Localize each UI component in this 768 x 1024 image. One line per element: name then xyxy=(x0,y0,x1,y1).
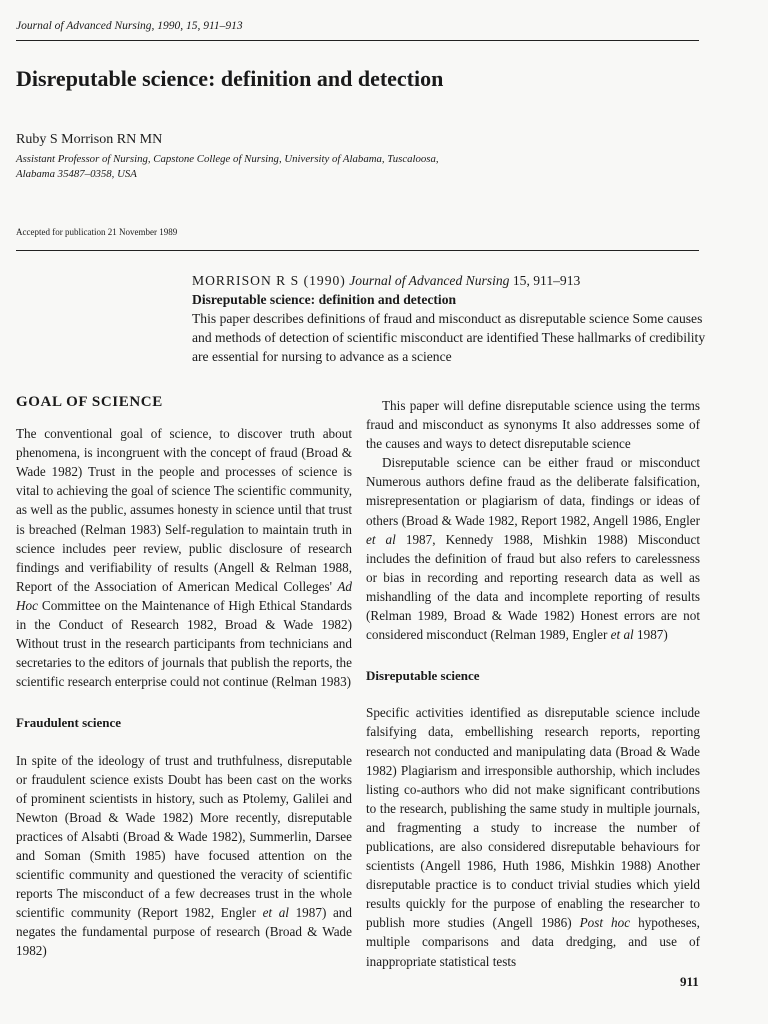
author-name: Ruby S Morrison RN MN xyxy=(16,132,163,147)
paragraph-fraudulent-science: In spite of the ideology of trust and truthfulness, disreputable or fraudulent science exists Doubt has been cast on the works of prominent scientists in history, such as Ptolemy, Galilei and Newton (Broad & Wade 1982) More recently, disreputable practices of Alsabti (Broad & Wade 1982), Summerlin, Darsee and Soman (Smith 1985) have focused attention on the scientific community and questioned the veracity of scientific reports The misconduct of a few decreases trust in the whole scientific community (Report 1982, Engler et al 1987) and negates the fundamental purpose of research (Broad & Wade 1982) xyxy=(16,752,352,959)
page-number: 911 xyxy=(680,974,699,989)
author-affiliation: Assistant Professor of Nursing, Capstone College of Nursing, University of Alabama, Tuscaloosa, Alabama 35487–0358, USA xyxy=(16,153,439,180)
abstract-block xyxy=(192,271,712,366)
paragraph-definitions: Disreputable science can be either fraud or misconduct Numerous authors define fraud as the deliberate falsification, misrepresentation or plagiarism of data, findings or ideas of others (Broad & Wade 1982, Report 1982, Angell 1986, Engler et al 1987, Kennedy 1988, Mishkin 1988) Misconduct includes the definition of fraud but also refers to carelessness or bias in recording and reporting research data as well as mishandling of the data and incomplete reporting of results (Relman 1989, Broad & Wade 1982) Honest errors are not considered misconduct (Relman 1989, Engler et al 1987) xyxy=(366,455,701,643)
citation-author: MORRISON R S (1990) xyxy=(192,273,346,288)
subheading-fraudulent-science: Fraudulent science xyxy=(16,715,122,731)
paragraph-purpose: This paper will define disreputable science using the terms fraud and misconduct as synonyms It also addresses some of the causes and ways to detect disreputable science xyxy=(366,398,700,452)
running-head: Journal of Advanced Nursing, 1990, 15, 911–913 xyxy=(16,20,243,32)
paragraph-disreputable-activities: Specific activities identified as disreputable science include falsifying data, embellishing research reports, reporting research not conducted and manipulating data (Broad & Wade 1982) Plagiarism and irresponsible authorship, which includes listing co-authors who did not make significant contributions to the research, publishing the same study in multiple journals, and fragmenting a study to increase the number of publications, are also considered disreputable behaviours for scientists (Angell 1986, Huth 1986, Mishkin 1988) Another disreputable practice is to conduct trivial studies which yield results quickly for the purpose of enabling the researcher to publish more studies (Angell 1986) Post hoc hypotheses, multiple comparisons and data dredging, and use of inappropriate statistical tests xyxy=(366,705,700,969)
right-column xyxy=(366,396,700,971)
section-heading-goal-of-science: GOAL OF SCIENCE xyxy=(16,394,163,410)
header-rule xyxy=(16,250,699,251)
citation-volume: 15, 911–913 xyxy=(512,273,581,288)
accepted-date: Accepted for publication 21 November 1989 xyxy=(16,227,178,237)
abstract-title: Disreputable science: definition and detection xyxy=(192,292,457,307)
citation-journal: Journal of Advanced Nursing xyxy=(349,273,510,288)
abstract-body: This paper describes definitions of fraud and misconduct as disreputable science Some causes and methods of detection of scientific misconduct are identified These hallmarks of credibility are essential for nursing to advance as a science xyxy=(192,311,706,364)
article-title: Disreputable science: definition and detection xyxy=(16,66,444,91)
left-column xyxy=(16,393,352,961)
subheading-disreputable-science: Disreputable science xyxy=(366,668,480,684)
top-rule xyxy=(16,40,699,41)
paragraph-goal-of-science: The conventional goal of science, to discover truth about phenomena, is incongruent with the concept of fraud (Broad & Wade 1982) Trust in the people and processes of science is vital to achieving the goal of science The scientific community, as well as the public, assumes honesty in science until that trust is breached (Relman 1983) Self-regulation to maintain truth in science includes peer review, public disclosure of research findings and verifiability of results (Angell & Relman 1988, Report of the Association of American Medical Colleges' Ad Hoc Committee on the Maintenance of High Ethical Standards in the Conduct of Research 1982, Broad & Wade 1982) Without trust in the research participants from technicians and secretaries to the editors of journals that publish the reports, the scientific research enterprise could not continue (Relman 1983) xyxy=(16,426,352,690)
abstract-citation xyxy=(192,271,712,290)
